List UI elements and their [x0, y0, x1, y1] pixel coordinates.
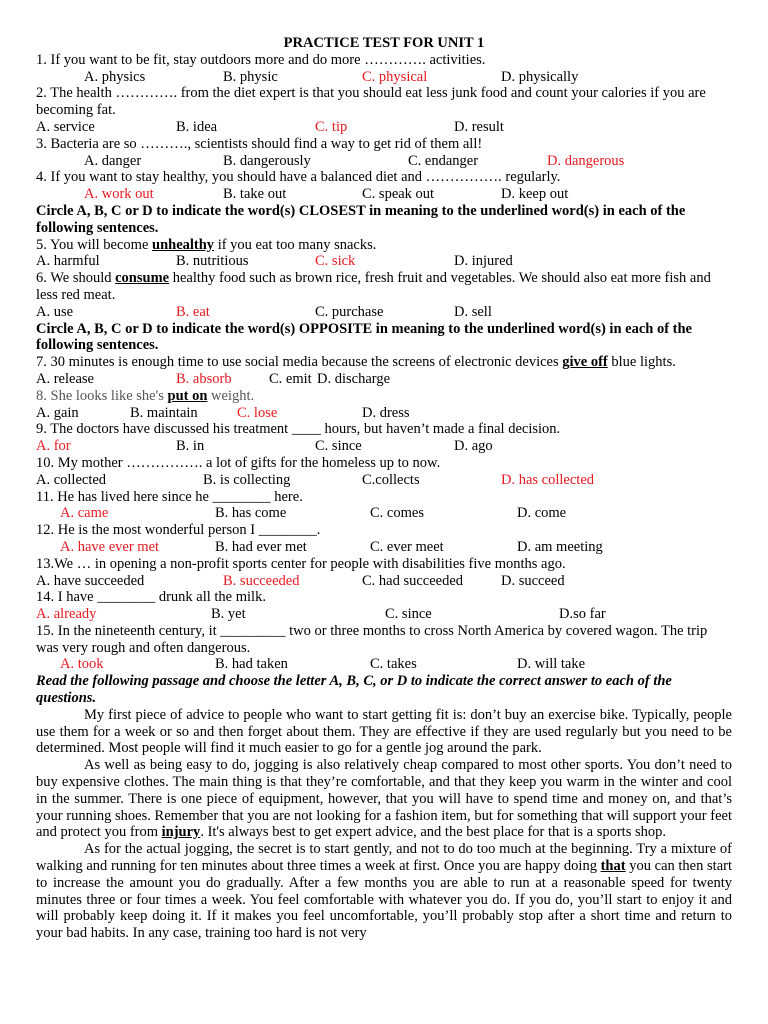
- option-d[interactable]: D. will take: [517, 656, 586, 673]
- underlined-word: that: [600, 858, 626, 875]
- question-15-stem: 15. In the nineteenth century, it _________ two or three months to cross North America by covered wagon. The trip was very rough and often dangerous.: [36, 622, 708, 656]
- question-8-options: [36, 405, 732, 422]
- passage-text: As for the actual jogging, the secret is to start gently, and not to do too much at the beginning. Try a mixture of walking and running for ten minutes about three times a week at first. Once you are happy doing: [36, 841, 732, 875]
- option-b[interactable]: B. in: [176, 438, 205, 455]
- option-d[interactable]: D. discharge: [317, 370, 391, 387]
- stem-text: weight.: [207, 387, 255, 404]
- question-8-stem: [36, 388, 732, 405]
- option-c[interactable]: C. emit: [269, 370, 312, 387]
- option-a[interactable]: A. gain: [36, 404, 79, 421]
- instruction-closest: Circle A, B, C or D to indicate the word(s) CLOSEST in meaning to the underlined word(s) in each of the following sentences.: [36, 202, 686, 236]
- question-12-options: [36, 539, 732, 556]
- option-d[interactable]: D. injured: [454, 253, 513, 270]
- underlined-word: consume: [115, 270, 170, 287]
- question-13-options: [36, 573, 732, 590]
- question-3-options: [36, 153, 732, 170]
- question-3-stem: 3. Bacteria are so ………., scientists should find a way to get rid of them all!: [36, 135, 483, 152]
- option-c[interactable]: C. purchase: [315, 303, 384, 320]
- question-10-stem: 10. My mother ……………. a lot of gifts for the homeless up to now.: [36, 454, 441, 471]
- question-12-stem: 12. He is the most wonderful person I ________.: [36, 522, 321, 539]
- option-b[interactable]: B. physic: [223, 68, 278, 85]
- option-a[interactable]: A. use: [36, 303, 74, 320]
- option-d[interactable]: D. dress: [362, 404, 410, 421]
- question-6-stem: [36, 270, 732, 304]
- option-a[interactable]: A. danger: [84, 152, 142, 169]
- option-c[interactable]: C. since: [385, 606, 432, 623]
- option-c[interactable]: C. since: [315, 438, 362, 455]
- option-a[interactable]: A. harmful: [36, 253, 100, 270]
- passage-paragraph-1: My first piece of advice to people who want to start getting fit is: don’t buy an exercise bike. Typically, people use them for a week or so and then forget about them. They are effective if they are used regularly but you need to be determined. Most people will find it much easier to go for a gentle jog around the park.: [36, 706, 732, 757]
- option-c-answer[interactable]: C. sick: [315, 253, 356, 270]
- option-d[interactable]: D. come: [517, 505, 567, 522]
- stem-text: 5. You will become: [36, 236, 152, 253]
- question-9-options: [36, 438, 732, 455]
- option-b[interactable]: B. has come: [215, 505, 287, 522]
- question-10-options: [36, 472, 732, 489]
- underlined-word: injury: [161, 824, 201, 841]
- option-b-answer[interactable]: B. absorb: [176, 370, 232, 387]
- option-b[interactable]: B. is collecting: [203, 471, 291, 488]
- option-b[interactable]: B. take out: [223, 186, 287, 203]
- option-a[interactable]: A. have succeeded: [36, 572, 145, 589]
- option-a-answer[interactable]: A. already: [36, 606, 97, 623]
- option-d-answer[interactable]: D. has collected: [501, 471, 595, 488]
- option-c-answer[interactable]: C. tip: [315, 118, 348, 135]
- option-b[interactable]: B. had taken: [215, 656, 288, 673]
- option-d[interactable]: D. succeed: [501, 572, 565, 589]
- option-c[interactable]: C. endanger: [408, 152, 479, 169]
- stem-text: 7. 30 minutes is enough time to use social media because the screens of electronic devices: [36, 354, 563, 371]
- option-b-answer[interactable]: B. succeeded: [223, 572, 300, 589]
- question-7-stem: [36, 354, 732, 371]
- option-d[interactable]: D. physically: [501, 68, 579, 85]
- option-c[interactable]: C. ever meet: [370, 538, 444, 555]
- question-15-options: [36, 656, 732, 673]
- question-11-options: [36, 505, 732, 522]
- question-5-stem: [36, 237, 732, 254]
- option-a[interactable]: A. release: [36, 370, 94, 387]
- option-c[interactable]: C. takes: [370, 656, 417, 673]
- option-d[interactable]: D. sell: [454, 303, 492, 320]
- option-d[interactable]: D. keep out: [501, 186, 569, 203]
- option-a[interactable]: A. service: [36, 118, 95, 135]
- option-b[interactable]: B. had ever met: [215, 538, 307, 555]
- option-a-answer[interactable]: A. work out: [84, 186, 154, 203]
- passage-text: . It's always best to get expert advice, and the best place for that is a sports shop.: [200, 824, 666, 841]
- passage-text: you can then start to increase the amount you do gradually. After a few months you are able to run at a reasonable speed for twenty minutes three or four times a week. You feel comfortable with whatever you do. If you do, you’ll start to enjoy it and will probably keep doing it. If it makes you feel uncomfortable, you’ll probably stop after a short time and return to your bad habits. In any case, training too hard is not very: [36, 858, 732, 942]
- option-d-answer[interactable]: D. dangerous: [547, 152, 625, 169]
- option-c-answer[interactable]: C. lose: [237, 404, 278, 421]
- option-c[interactable]: C. comes: [370, 505, 424, 522]
- option-b[interactable]: B. nutritious: [176, 253, 249, 270]
- underlined-word: unhealthy: [152, 236, 215, 253]
- question-14-stem: 14. I have ________ drunk all the milk.: [36, 589, 266, 606]
- stem-text: 6. We should: [36, 270, 116, 287]
- question-2-options: [36, 119, 732, 136]
- option-b[interactable]: B. yet: [211, 606, 246, 623]
- option-b[interactable]: B. idea: [176, 118, 218, 135]
- option-c[interactable]: C. speak out: [362, 186, 435, 203]
- option-b[interactable]: B. dangerously: [223, 152, 311, 169]
- option-a[interactable]: A. collected: [36, 471, 107, 488]
- option-d[interactable]: D. am meeting: [517, 538, 603, 555]
- option-c[interactable]: C.collects: [362, 471, 420, 488]
- question-9-stem: 9. The doctors have discussed his treatment ____ hours, but haven’t made a final decision.: [36, 421, 561, 438]
- option-a-answer[interactable]: A. came: [60, 505, 109, 522]
- instruction-reading: Read the following passage and choose the letter A, B, C, or D to indicate the correct answer to each of the questions.: [36, 673, 672, 707]
- page-title: PRACTICE TEST FOR UNIT 1: [283, 35, 485, 51]
- question-4-options: [36, 186, 732, 203]
- question-11-stem: 11. He has lived here since he ________ here.: [36, 488, 303, 505]
- question-7-options: [36, 371, 732, 388]
- option-a[interactable]: A. physics: [84, 68, 146, 85]
- passage-paragraph-3: [36, 841, 732, 942]
- underlined-word: put on: [167, 387, 208, 404]
- option-c-answer[interactable]: C. physical: [362, 68, 428, 85]
- option-a-answer[interactable]: A. for: [36, 438, 71, 455]
- option-c[interactable]: C. had succeeded: [362, 572, 464, 589]
- option-a-answer[interactable]: A. took: [60, 656, 104, 673]
- stem-text: blue lights.: [607, 354, 676, 371]
- question-1-stem: 1. If you want to be fit, stay outdoors more and do more …………. activities.: [36, 51, 486, 68]
- option-d[interactable]: D.so far: [559, 606, 606, 623]
- option-a-answer[interactable]: A. have ever met: [60, 538, 160, 555]
- passage-text: As well as being easy to do, jogging is also relatively cheap compared to most other sports. You don’t need to buy expensive clothes. The main thing is that they’re comfortable, and that they keep you warm in the winter and cool in the summer. There is one piece of equipment, however, that you will have to spend time and money on, and that’s your running shoes. Remember that you are not looking for a fashion item, but for something that will support your feet and protect you from: [36, 757, 732, 841]
- underlined-word: give off: [562, 354, 608, 371]
- question-14-options: [36, 606, 732, 623]
- question-1-options: [36, 69, 732, 86]
- stem-text: 8. She looks like she's: [36, 387, 168, 404]
- question-6-options: [36, 304, 732, 321]
- instruction-opposite: Circle A, B, C or D to indicate the word(s) OPPOSITE in meaning to the underlined word(s) in each of the following sentences.: [36, 320, 692, 354]
- stem-text: if you eat too many snacks.: [214, 236, 377, 253]
- question-2-stem: 2. The health …………. from the diet expert is that you should eat less junk food and count your calories if you are becoming fat.: [36, 85, 706, 119]
- option-d[interactable]: D. result: [454, 118, 504, 135]
- question-4-stem: 4. If you want to stay healthy, you should have a balanced diet and ……………. regularly.: [36, 169, 561, 186]
- stem-text: healthy food such as brown rice, fresh fruit and vegetables. We should also eat more fish and less red meat.: [36, 270, 711, 303]
- option-b-answer[interactable]: B. eat: [176, 303, 210, 320]
- option-d[interactable]: D. ago: [454, 438, 493, 455]
- worksheet-content: [36, 35, 732, 942]
- option-b[interactable]: B. maintain: [130, 404, 198, 421]
- question-5-options: [36, 253, 732, 270]
- passage-paragraph-2: [36, 757, 732, 841]
- question-13-stem: 13.We … in opening a non-profit sports center for people with disabilities five months ago.: [36, 555, 566, 572]
